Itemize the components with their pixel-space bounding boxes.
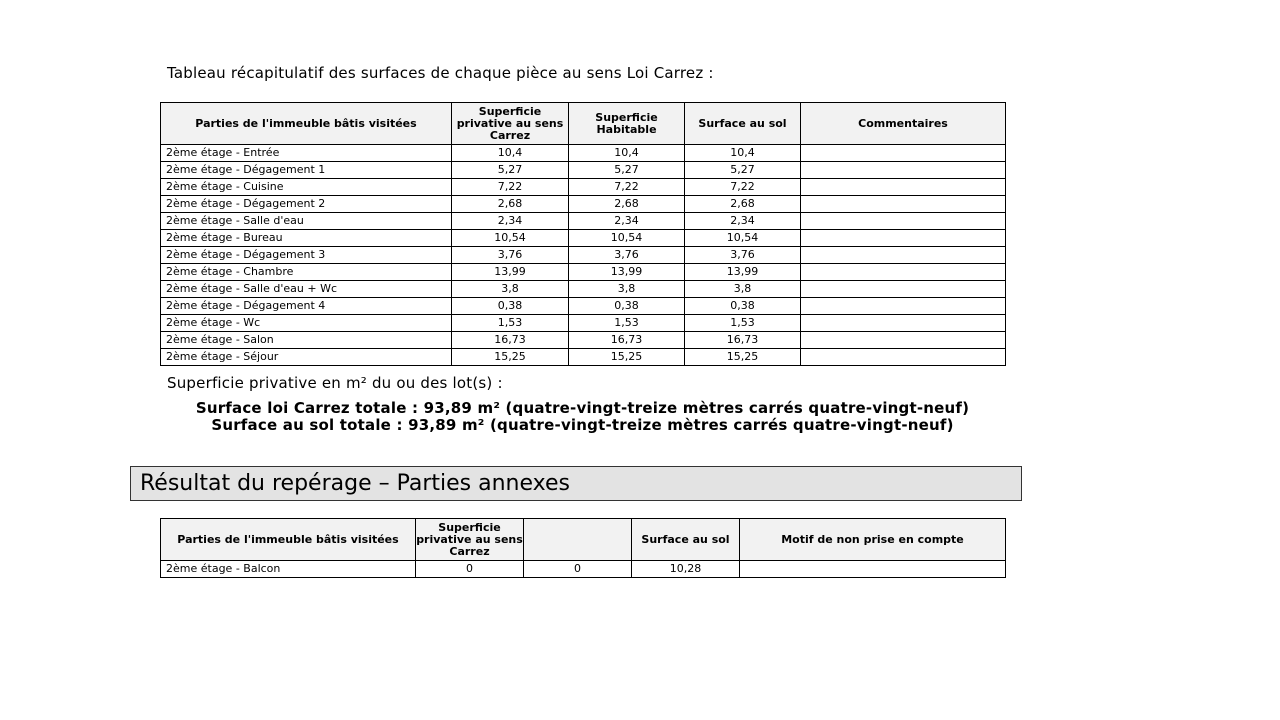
- sol-value: 2,34: [685, 213, 801, 230]
- carrez-value: 10,4: [452, 145, 569, 162]
- header-carrez: Superficie privative au sens Carrez: [452, 103, 569, 145]
- table-row: [161, 162, 1006, 179]
- room-name: 2ème étage - Salon: [161, 332, 452, 349]
- carrez-value: 0: [416, 561, 524, 578]
- habitable-value: 13,99: [569, 264, 685, 281]
- table-row: [161, 196, 1006, 213]
- room-name: 2ème étage - Wc: [161, 315, 452, 332]
- sol-value: 2,68: [685, 196, 801, 213]
- room-name: 2ème étage - Balcon: [161, 561, 416, 578]
- sol-value: 16,73: [685, 332, 801, 349]
- carrez-value: 13,99: [452, 264, 569, 281]
- sol-value: 7,22: [685, 179, 801, 196]
- room-name: 2ème étage - Salle d'eau: [161, 213, 452, 230]
- col3-value: 0: [524, 561, 632, 578]
- carrez-value: 16,73: [452, 332, 569, 349]
- carrez-value: 2,34: [452, 213, 569, 230]
- carrez-value: 7,22: [452, 179, 569, 196]
- comment-cell: [801, 315, 1006, 332]
- header-surface-sol: Surface au sol: [632, 519, 740, 561]
- total-carrez: Surface loi Carrez totale : 93,89 m² (quatre-vingt-treize mètres carrés quatre-vingt-neuf): [195, 399, 970, 417]
- header-carrez: Superficie privative au sens Carrez: [416, 519, 524, 561]
- habitable-value: 2,68: [569, 196, 685, 213]
- habitable-value: 10,4: [569, 145, 685, 162]
- comment-cell: [801, 247, 1006, 264]
- sol-value: 3,76: [685, 247, 801, 264]
- header-rooms: Parties de l'immeuble bâtis visitées: [161, 519, 416, 561]
- sol-value: 10,54: [685, 230, 801, 247]
- room-name: 2ème étage - Dégagement 1: [161, 162, 452, 179]
- table-row: [161, 145, 1006, 162]
- total-sol: Surface au sol totale : 93,89 m² (quatre-vingt-treize mètres carrés quatre-vingt-neuf): [211, 416, 954, 434]
- table-row: [161, 247, 1006, 264]
- carrez-value: 15,25: [452, 349, 569, 366]
- comment-cell: [801, 349, 1006, 366]
- room-name: 2ème étage - Dégagement 3: [161, 247, 452, 264]
- habitable-value: 3,76: [569, 247, 685, 264]
- room-name: 2ème étage - Dégagement 4: [161, 298, 452, 315]
- header-habitable: Superficie Habitable: [569, 103, 685, 145]
- habitable-value: 16,73: [569, 332, 685, 349]
- room-name: 2ème étage - Chambre: [161, 264, 452, 281]
- comment-cell: [801, 264, 1006, 281]
- carrez-value: 3,76: [452, 247, 569, 264]
- sol-value: 15,25: [685, 349, 801, 366]
- carrez-value: 1,53: [452, 315, 569, 332]
- table-header-row: [161, 103, 1006, 145]
- annex-surfaces-table: [160, 518, 1006, 578]
- table-row: [161, 281, 1006, 298]
- habitable-value: 5,27: [569, 162, 685, 179]
- carrez-value: 0,38: [452, 298, 569, 315]
- sol-value: 0,38: [685, 298, 801, 315]
- sol-value: 5,27: [685, 162, 801, 179]
- habitable-value: 10,54: [569, 230, 685, 247]
- table-row: [161, 230, 1006, 247]
- table-row: [161, 332, 1006, 349]
- room-name: 2ème étage - Salle d'eau + Wc: [161, 281, 452, 298]
- motif-cell: [740, 561, 1006, 578]
- sol-value: 3,8: [685, 281, 801, 298]
- table-row: [161, 213, 1006, 230]
- table-row: [161, 315, 1006, 332]
- sol-value: 13,99: [685, 264, 801, 281]
- table-row: [161, 179, 1006, 196]
- comment-cell: [801, 230, 1006, 247]
- room-name: 2ème étage - Cuisine: [161, 179, 452, 196]
- habitable-value: 15,25: [569, 349, 685, 366]
- carrez-value: 10,54: [452, 230, 569, 247]
- comment-cell: [801, 162, 1006, 179]
- carrez-value: 3,8: [452, 281, 569, 298]
- header-rooms: Parties de l'immeuble bâtis visitées: [161, 103, 452, 145]
- room-name: 2ème étage - Séjour: [161, 349, 452, 366]
- intro-text: Tableau récapitulatif des surfaces de chaque pièce au sens Loi Carrez :: [167, 64, 714, 82]
- sol-value: 10,4: [685, 145, 801, 162]
- habitable-value: 2,34: [569, 213, 685, 230]
- table-header-row: [161, 519, 1006, 561]
- header-comments: Commentaires: [801, 103, 1006, 145]
- header-surface-sol: Surface au sol: [685, 103, 801, 145]
- table-row: [161, 298, 1006, 315]
- carrez-surfaces-table: [160, 102, 1006, 366]
- table-row: [161, 561, 1006, 578]
- room-name: 2ème étage - Dégagement 2: [161, 196, 452, 213]
- comment-cell: [801, 213, 1006, 230]
- comment-cell: [801, 196, 1006, 213]
- table-row: [161, 349, 1006, 366]
- room-name: 2ème étage - Entrée: [161, 145, 452, 162]
- sol-value: 1,53: [685, 315, 801, 332]
- room-name: 2ème étage - Bureau: [161, 230, 452, 247]
- section-title: Résultat du repérage – Parties annexes: [130, 466, 1022, 501]
- habitable-value: 3,8: [569, 281, 685, 298]
- header-empty: [524, 519, 632, 561]
- header-motif: Motif de non prise en compte: [740, 519, 1006, 561]
- comment-cell: [801, 298, 1006, 315]
- comment-cell: [801, 281, 1006, 298]
- carrez-value: 2,68: [452, 196, 569, 213]
- comment-cell: [801, 332, 1006, 349]
- sol-value: 10,28: [632, 561, 740, 578]
- habitable-value: 7,22: [569, 179, 685, 196]
- habitable-value: 0,38: [569, 298, 685, 315]
- lot-surface-label: Superficie privative en m² du ou des lot(s) :: [167, 374, 503, 392]
- totals-block: [160, 400, 1005, 434]
- comment-cell: [801, 179, 1006, 196]
- carrez-value: 5,27: [452, 162, 569, 179]
- habitable-value: 1,53: [569, 315, 685, 332]
- comment-cell: [801, 145, 1006, 162]
- table-row: [161, 264, 1006, 281]
